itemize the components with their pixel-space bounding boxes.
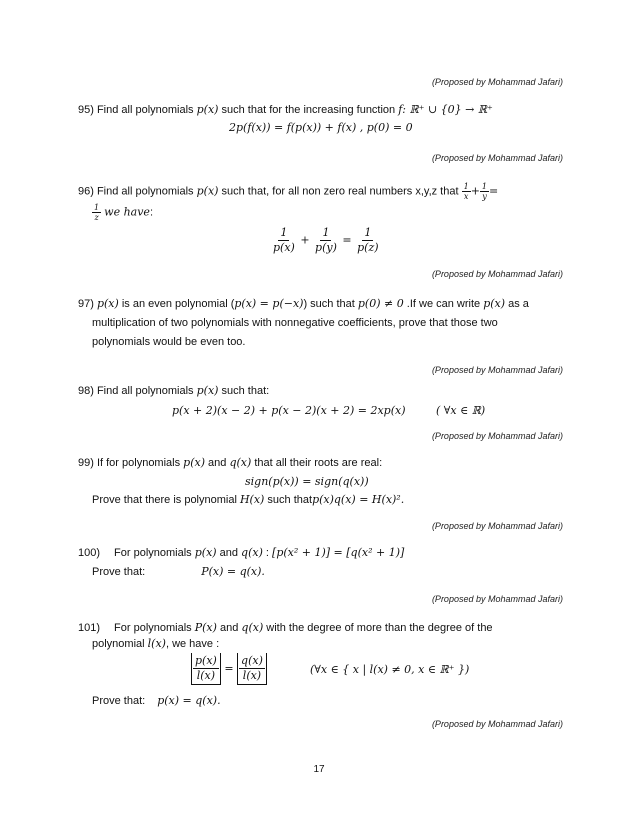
plus-sign: + (300, 233, 310, 247)
equals-sign: = (489, 184, 499, 198)
inline-fraction-1-over-z: $\frac{1}{z}$ (94, 203, 100, 222)
equals-sign: = (224, 662, 234, 675)
problem-98-equation: p(x + 2)(x − 2) + p(x − 2)(x + 2) = 2xp(x) (172, 404, 406, 417)
fraction-px-over-lx: $\frac{p(x)}{l(x)}$ (195, 654, 217, 682)
problem-99-intro: 99) If for polynomials (78, 457, 184, 469)
problem-101-line1 (78, 621, 493, 635)
fraction-1-over-py: $\frac{1}{p(y)}$ (315, 226, 337, 254)
credit-98: (Proposed by Mohammad Jafari) (431, 431, 563, 441)
inline-fraction-1-over-y: $\frac{1}{y}$ (481, 182, 487, 201)
problem-98-intro: 98) Find all polynomials (78, 385, 197, 397)
problem-101-equation (191, 653, 267, 685)
credit-96: (Proposed by Mohammad Jafari) (431, 269, 563, 279)
problem-98-condition: ( ∀x ∈ ℝ) (436, 404, 486, 417)
problem-101-text-a: polynomial (92, 638, 148, 650)
problem-101-condition: (∀x ∈ { x | l(x) ≠ 0, x ∈ ℝ⁺ }) (310, 663, 470, 676)
problem-97-text-b: is an even polynomial ( (118, 298, 235, 310)
problem-96-intro: 96) Find all polynomials (78, 185, 197, 198)
problem-99-px: p(x) (183, 456, 205, 469)
problem-99-Hx: H(x) (239, 493, 265, 506)
problem-99-qx: q(x) (229, 456, 252, 469)
problem-96-px: p(x) (196, 184, 219, 198)
and-text: and (204, 457, 230, 469)
problem-98-px: p(x) (196, 384, 219, 397)
credit-101: (Proposed by Mohammad Jafari) (431, 719, 563, 729)
problem-101-text: with the degree of more than the degree of the (263, 622, 493, 634)
problem-96-statement (78, 182, 498, 201)
floor-bracket-right (237, 653, 267, 685)
problem-101-line2 (92, 637, 219, 651)
such-that-text: such that (264, 494, 313, 506)
problem-95-intro: 95) Find all polynomials (78, 104, 197, 116)
problem-100-qx: q(x) (241, 546, 263, 559)
problem-99-equation: sign(p(x)) = sign(q(x)) (245, 475, 369, 488)
problem-97-text-c: ) such that (303, 298, 358, 310)
problem-100-number: 100) (78, 547, 101, 559)
problem-97-text-e: as a (505, 298, 529, 310)
problem-101-text-b: , we have : (165, 638, 220, 650)
equals-sign: = (342, 233, 352, 247)
colon: : (149, 206, 154, 219)
problem-97-line3: polynomials would be even too. (92, 336, 246, 348)
credit-94: (Proposed by Mohammad Jafari) (431, 77, 563, 87)
problem-101-prove (92, 694, 221, 708)
we-have-text: we have (104, 205, 150, 219)
prove-text: Prove that: (92, 566, 146, 578)
problem-97-line2: multiplication of two polynomials with nonnegative coefficients, prove that those two (92, 317, 498, 329)
problem-99-statement (78, 456, 382, 470)
problem-101-result: p(x) = q(x). (157, 694, 221, 707)
problem-100-prove (92, 565, 265, 579)
problem-101-qx: q(x) (241, 621, 264, 634)
inline-fraction-1-over-x: $\frac{1}{x}$ (463, 182, 469, 201)
credit-100: (Proposed by Mohammad Jafari) (431, 594, 563, 604)
problem-100-result: P(x) = q(x). (201, 565, 265, 578)
and-text: and (216, 547, 242, 559)
problem-98-statement (78, 384, 269, 398)
problem-97-px: p(x) (96, 297, 119, 310)
problem-99-prove (92, 493, 404, 507)
problem-95-function-map: f: ℝ⁺ ∪ {0} → ℝ⁺ (398, 103, 493, 116)
problem-97-line1 (78, 297, 529, 311)
credit-97: (Proposed by Mohammad Jafari) (431, 365, 563, 375)
problem-101-Px: P(x) (194, 621, 217, 634)
credit-95: (Proposed by Mohammad Jafari) (431, 153, 563, 163)
problem-97-number: 97) (78, 298, 97, 310)
fraction-1-over-px: $\frac{1}{p(x)}$ (273, 226, 295, 254)
prove-text: Prove that: (92, 695, 146, 707)
fraction-1-over-pz: $\frac{1}{p(z)}$ (357, 226, 379, 254)
prove-text: Prove that there is polynomial (92, 494, 240, 506)
problem-100-px: p(x) (194, 546, 217, 559)
problem-99-text: that all their roots are real: (251, 457, 383, 469)
problem-100-equation: [p(x² + 1)] = [q(x² + 1)] (272, 546, 405, 559)
problem-96-text: such that, for all non zero real numbers x,y,z that (218, 185, 462, 198)
problem-95-px: p(x) (196, 103, 219, 116)
problem-99-result: p(x)q(x) = H(x)². (312, 493, 405, 506)
problem-98-text: such that: (218, 385, 270, 397)
fraction-qx-over-lx: $\frac{q(x)}{l(x)}$ (241, 654, 263, 682)
p-zero-condition: p(0) ≠ 0 (357, 297, 404, 310)
problem-101-intro: For polynomials (114, 622, 195, 634)
problem-97-px-2: p(x) (483, 297, 506, 310)
plus-sign: + (470, 184, 480, 198)
and-text: and (216, 622, 242, 634)
problem-95-text: such that for the increasing function (218, 104, 399, 116)
problem-95-equation: 2p(f(x)) = f(p(x)) + f(x) , p(0) = 0 (229, 121, 413, 134)
problem-100-intro: For polynomials (114, 547, 195, 559)
problem-95-statement (78, 103, 493, 117)
page-number: 17 (313, 764, 325, 775)
colon: : (262, 547, 273, 559)
problem-101-number: 101) (78, 622, 101, 634)
credit-99: (Proposed by Mohammad Jafari) (431, 521, 563, 531)
problem-100-statement (78, 546, 404, 560)
floor-bracket-left (191, 653, 221, 685)
problem-96-line2 (92, 203, 153, 222)
problem-101-lx: l(x) (147, 637, 166, 650)
problem-97-text-d: .If we can write (403, 298, 484, 310)
problem-96-equation (271, 226, 381, 255)
even-definition: p(x) = p(−x) (234, 297, 304, 310)
